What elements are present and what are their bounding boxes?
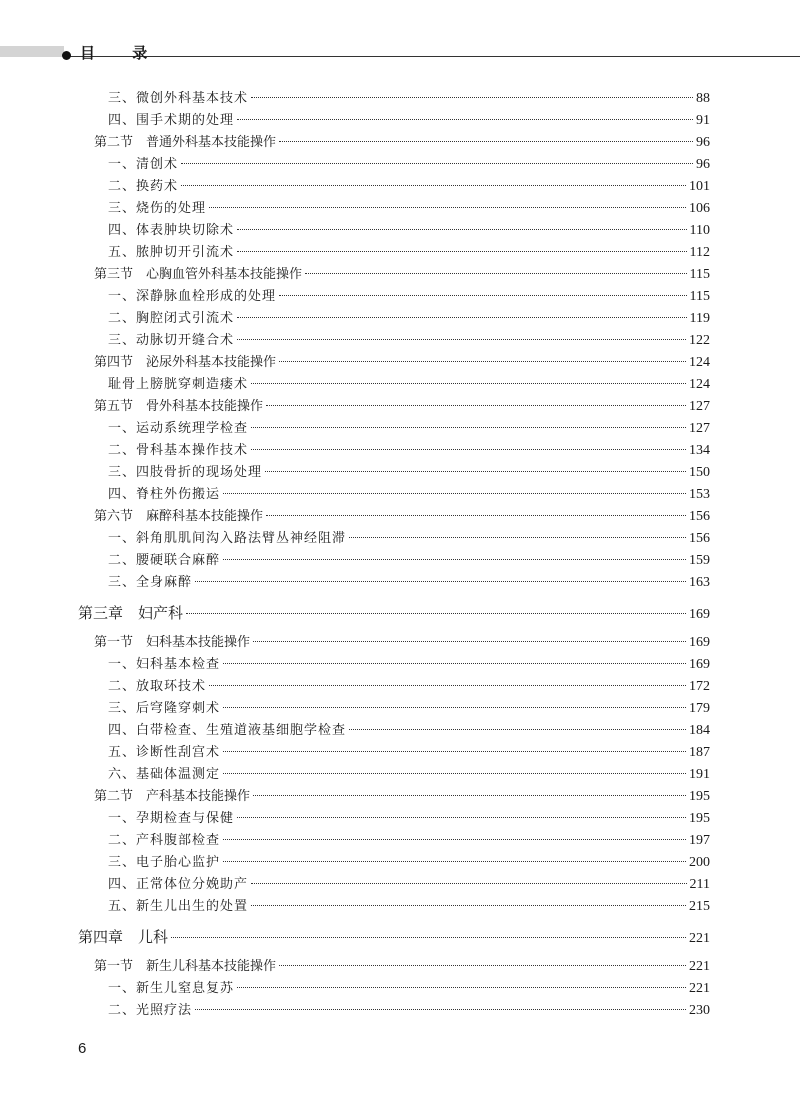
toc-item-row[interactable] bbox=[78, 330, 710, 352]
toc-entry-page: 169 bbox=[689, 607, 710, 622]
toc-entry-title: 五、诊断性刮宫术 bbox=[108, 745, 221, 760]
toc-section-row[interactable] bbox=[78, 956, 710, 978]
toc-entry-title: 四、围手术期的处理 bbox=[108, 113, 235, 128]
toc-entry-title: 第二节 产科基本技能操作 bbox=[94, 789, 251, 804]
toc-section-row[interactable] bbox=[78, 632, 710, 654]
dot-leader bbox=[266, 515, 686, 516]
toc-item-row[interactable] bbox=[78, 808, 710, 830]
toc-item-row[interactable] bbox=[78, 374, 710, 396]
toc-entry-page: 101 bbox=[689, 179, 710, 194]
toc-entry-page: 115 bbox=[689, 289, 710, 304]
toc-entry-page: 150 bbox=[689, 465, 710, 480]
toc-item-row[interactable] bbox=[78, 418, 710, 440]
toc-entry-page: 134 bbox=[689, 443, 710, 458]
toc-entry-page: 184 bbox=[689, 723, 710, 738]
toc-entry-title: 二、产科腹部检查 bbox=[108, 833, 221, 848]
toc-entry-title: 四、体表肿块切除术 bbox=[108, 223, 235, 238]
dot-leader bbox=[251, 97, 693, 98]
dot-leader bbox=[223, 751, 686, 752]
dot-leader bbox=[181, 163, 693, 164]
dot-leader bbox=[265, 471, 686, 472]
toc-item-row[interactable] bbox=[78, 110, 710, 132]
toc-item-row[interactable] bbox=[78, 286, 710, 308]
toc-item-row[interactable] bbox=[78, 220, 710, 242]
toc-entry-title: 三、电子胎心监护 bbox=[108, 855, 221, 870]
toc-item-row[interactable] bbox=[78, 852, 710, 874]
toc-entry-title: 第三节 心胸血管外科基本技能操作 bbox=[94, 267, 303, 282]
toc-entry-title: 第二节 普通外科基本技能操作 bbox=[94, 135, 277, 150]
dot-leader bbox=[223, 839, 686, 840]
toc-entry-title: 一、斜角肌肌间沟入路法臂丛神经阻滞 bbox=[108, 531, 347, 546]
dot-leader bbox=[237, 317, 687, 318]
dot-leader bbox=[171, 937, 686, 938]
dot-leader bbox=[209, 207, 686, 208]
toc-section-row[interactable] bbox=[78, 786, 710, 808]
toc-entry-page: 122 bbox=[689, 333, 710, 348]
toc-entry-page: 156 bbox=[689, 531, 710, 546]
toc-chapter-row[interactable] bbox=[78, 602, 710, 624]
toc-item-row[interactable] bbox=[78, 764, 710, 786]
toc-entry-title: 一、新生儿窒息复苏 bbox=[108, 981, 235, 996]
dot-leader bbox=[279, 361, 686, 362]
toc-chapter-row[interactable] bbox=[78, 926, 710, 948]
toc-entry-page: 119 bbox=[689, 311, 710, 326]
page-title: 目 录 bbox=[80, 44, 164, 62]
dot-leader bbox=[266, 405, 686, 406]
dot-leader bbox=[195, 581, 686, 582]
toc-entry-page: 221 bbox=[689, 959, 710, 974]
toc-item-row[interactable] bbox=[78, 1000, 710, 1022]
toc-entry-page: 230 bbox=[689, 1003, 710, 1018]
toc-entry-page: 169 bbox=[689, 635, 710, 650]
header-rule bbox=[64, 56, 800, 57]
toc-entry-title: 三、四肢骨折的现场处理 bbox=[108, 465, 263, 480]
dot-leader bbox=[223, 663, 686, 664]
toc-entry-title: 二、光照疗法 bbox=[108, 1003, 193, 1018]
toc-entry-page: 96 bbox=[696, 157, 710, 172]
dot-leader bbox=[253, 795, 686, 796]
dot-leader bbox=[223, 861, 686, 862]
toc-entry-page: 187 bbox=[689, 745, 710, 760]
toc-entry-page: 96 bbox=[696, 135, 710, 150]
toc-entry-page: 124 bbox=[689, 377, 710, 392]
toc-section-row[interactable] bbox=[78, 506, 710, 528]
toc-item-row[interactable] bbox=[78, 198, 710, 220]
dot-leader bbox=[237, 339, 686, 340]
toc-item-row[interactable] bbox=[78, 676, 710, 698]
toc-item-row[interactable] bbox=[78, 874, 710, 896]
toc-entry-title: 第四章 儿科 bbox=[78, 928, 169, 946]
toc-item-row[interactable] bbox=[78, 698, 710, 720]
dot-leader bbox=[223, 559, 686, 560]
toc-entry-page: 112 bbox=[689, 245, 710, 260]
toc-section-row[interactable] bbox=[78, 396, 710, 418]
toc-entry-title: 第六节 麻醉科基本技能操作 bbox=[94, 509, 264, 524]
toc-section-row[interactable] bbox=[78, 352, 710, 374]
toc-entry-page: 169 bbox=[689, 657, 710, 672]
dot-leader bbox=[251, 383, 686, 384]
toc-item-row[interactable] bbox=[78, 896, 710, 918]
dot-leader bbox=[279, 295, 687, 296]
dot-leader bbox=[209, 685, 686, 686]
dot-leader bbox=[237, 817, 686, 818]
toc-entry-page: 179 bbox=[689, 701, 710, 716]
dot-leader bbox=[349, 729, 686, 730]
toc-entry-title: 二、腰硬联合麻醉 bbox=[108, 553, 221, 568]
toc-entry-page: 163 bbox=[689, 575, 710, 590]
toc-entry-page: 221 bbox=[689, 931, 710, 946]
dot-leader bbox=[251, 427, 686, 428]
toc-entry-title: 三、全身麻醉 bbox=[108, 575, 193, 590]
toc-entry-page: 91 bbox=[696, 113, 710, 128]
dot-leader bbox=[237, 987, 686, 988]
toc-entry-page: 88 bbox=[696, 91, 710, 106]
toc-item-row[interactable] bbox=[78, 176, 710, 198]
toc-entry-title: 一、孕期检查与保健 bbox=[108, 811, 235, 826]
toc-entry-page: 215 bbox=[689, 899, 710, 914]
toc-entry-page: 156 bbox=[689, 509, 710, 524]
toc-entry-title: 第一节 妇科基本技能操作 bbox=[94, 635, 251, 650]
bullet-dot-icon bbox=[62, 51, 71, 60]
dot-leader bbox=[237, 251, 687, 252]
dot-leader bbox=[237, 119, 693, 120]
toc-item-row[interactable] bbox=[78, 742, 710, 764]
toc-entry-title: 耻骨上膀胱穿刺造瘘术 bbox=[108, 377, 249, 392]
dot-leader bbox=[349, 537, 686, 538]
toc-item-row[interactable] bbox=[78, 550, 710, 572]
dot-leader bbox=[181, 185, 686, 186]
toc-entry-title: 一、运动系统理学检查 bbox=[108, 421, 249, 436]
toc-entry-page: 211 bbox=[689, 877, 710, 892]
toc-entry-title: 六、基础体温测定 bbox=[108, 767, 221, 782]
dot-leader bbox=[279, 141, 693, 142]
toc-item-row[interactable] bbox=[78, 720, 710, 742]
toc-entry-title: 二、骨科基本操作技术 bbox=[108, 443, 249, 458]
toc-item-row[interactable] bbox=[78, 484, 710, 506]
toc-entry-title: 三、微创外科基本技术 bbox=[108, 91, 249, 106]
toc-entry-title: 四、白带检查、生殖道液基细胞学检查 bbox=[108, 723, 347, 738]
toc-entry-page: 110 bbox=[689, 223, 710, 238]
toc-item-row[interactable] bbox=[78, 528, 710, 550]
toc-entry-page: 124 bbox=[689, 355, 710, 370]
toc-entry-title: 四、脊柱外伤搬运 bbox=[108, 487, 221, 502]
toc-entry-title: 三、后穹隆穿刺术 bbox=[108, 701, 221, 716]
toc-entry-title: 第五节 骨外科基本技能操作 bbox=[94, 399, 264, 414]
dot-leader bbox=[195, 1009, 686, 1010]
toc-entry-page: 195 bbox=[689, 811, 710, 826]
toc-item-row[interactable] bbox=[78, 978, 710, 1000]
toc-entry-title: 一、妇科基本检查 bbox=[108, 657, 221, 672]
toc-entry-title: 第一节 新生儿科基本技能操作 bbox=[94, 959, 277, 974]
toc-item-row[interactable] bbox=[78, 308, 710, 330]
toc-entry-page: 153 bbox=[689, 487, 710, 502]
dot-leader bbox=[251, 883, 687, 884]
page-number: 6 bbox=[78, 1040, 87, 1057]
toc-item-row[interactable] bbox=[78, 88, 710, 110]
toc-entry-title: 第三章 妇产科 bbox=[78, 604, 184, 622]
dot-leader bbox=[253, 641, 686, 642]
toc-entry-title: 五、新生儿出生的处置 bbox=[108, 899, 249, 914]
dot-leader bbox=[223, 707, 686, 708]
toc-entry-page: 195 bbox=[689, 789, 710, 804]
dot-leader bbox=[305, 273, 687, 274]
toc-entry-page: 197 bbox=[689, 833, 710, 848]
toc-entry-page: 127 bbox=[689, 399, 710, 414]
toc-item-row[interactable] bbox=[78, 572, 710, 594]
toc-entry-page: 115 bbox=[689, 267, 710, 282]
toc-item-row[interactable] bbox=[78, 830, 710, 852]
toc-item-row[interactable] bbox=[78, 154, 710, 176]
dot-leader bbox=[223, 493, 686, 494]
toc-entry-title: 三、动脉切开缝合术 bbox=[108, 333, 235, 348]
toc-entry-page: 127 bbox=[689, 421, 710, 436]
header-bar bbox=[0, 46, 64, 57]
toc-entry-page: 191 bbox=[689, 767, 710, 782]
toc-item-row[interactable] bbox=[78, 440, 710, 462]
dot-leader bbox=[186, 613, 686, 614]
toc-item-row[interactable] bbox=[78, 242, 710, 264]
dot-leader bbox=[251, 905, 686, 906]
toc-entry-page: 106 bbox=[689, 201, 710, 216]
toc-entry-page: 200 bbox=[689, 855, 710, 870]
dot-leader bbox=[237, 229, 687, 230]
toc-entry-title: 一、深静脉血栓形成的处理 bbox=[108, 289, 277, 304]
toc-section-row[interactable] bbox=[78, 264, 710, 286]
toc-entry-title: 二、放取环技术 bbox=[108, 679, 207, 694]
toc-section-row[interactable] bbox=[78, 132, 710, 154]
toc-item-row[interactable] bbox=[78, 462, 710, 484]
toc-entry-title: 四、正常体位分娩助产 bbox=[108, 877, 249, 892]
toc-item-row[interactable] bbox=[78, 654, 710, 676]
dot-leader bbox=[279, 965, 686, 966]
toc-entry-page: 159 bbox=[689, 553, 710, 568]
toc-entry-title: 二、胸腔闭式引流术 bbox=[108, 311, 235, 326]
toc-entry-page: 172 bbox=[689, 679, 710, 694]
dot-leader bbox=[223, 773, 686, 774]
toc-entry-title: 三、烧伤的处理 bbox=[108, 201, 207, 216]
toc-entry-title: 二、换药术 bbox=[108, 179, 179, 194]
toc-entry-title: 一、清创术 bbox=[108, 157, 179, 172]
toc-entry-page: 221 bbox=[689, 981, 710, 996]
table-of-contents bbox=[78, 88, 710, 1022]
toc-entry-title: 五、脓肿切开引流术 bbox=[108, 245, 235, 260]
dot-leader bbox=[251, 449, 686, 450]
toc-entry-title: 第四节 泌尿外科基本技能操作 bbox=[94, 355, 277, 370]
